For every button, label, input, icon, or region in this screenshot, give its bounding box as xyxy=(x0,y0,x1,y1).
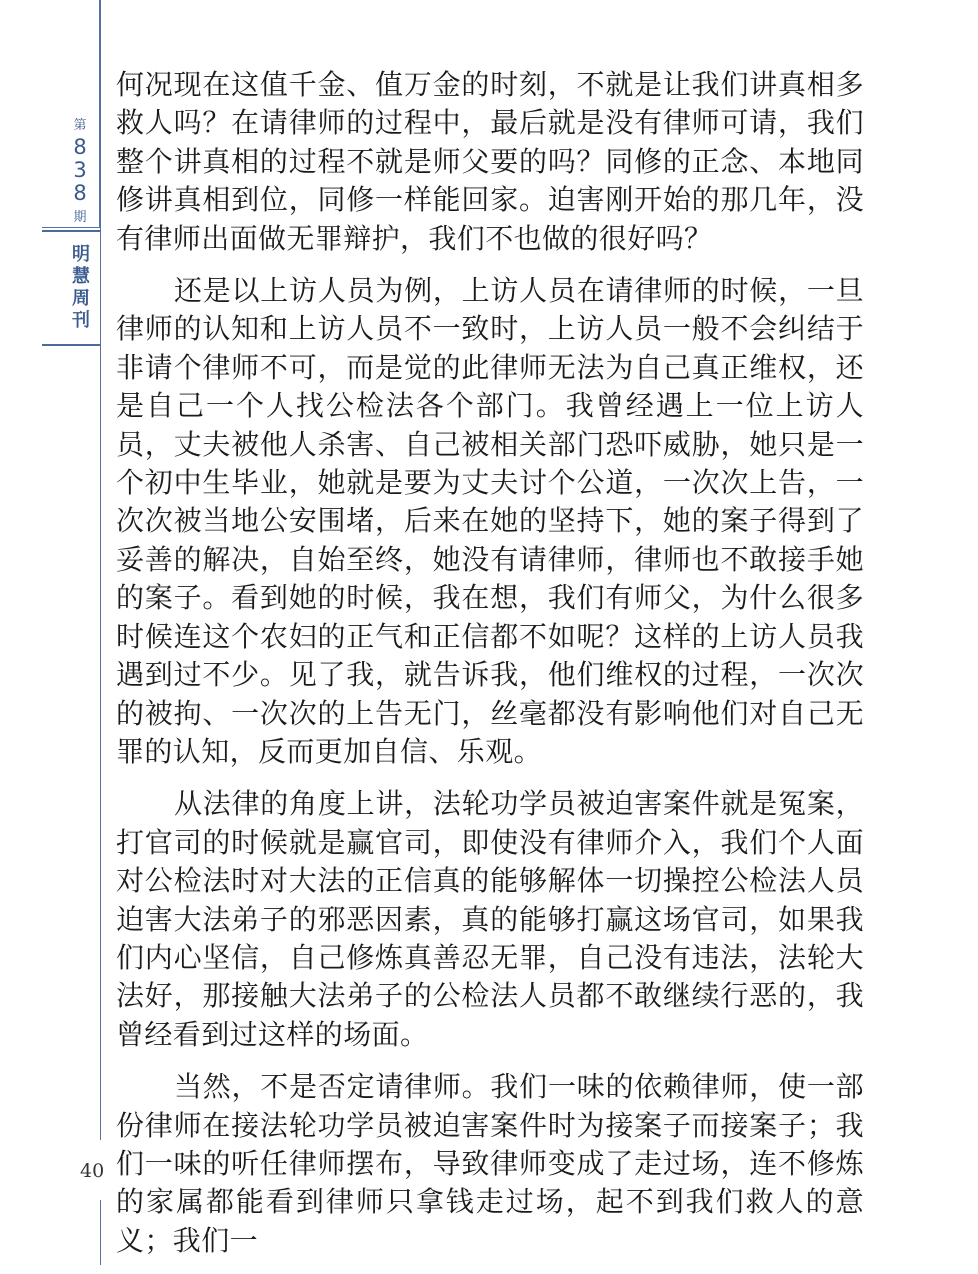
issue-suffix: 期 xyxy=(73,210,87,225)
paragraph: 还是以上访人员为例，上访人员在请律师的时候，一旦律师的认知和上访人员不一致时，上访人员一般不会纠结于非请个律师不可，而是觉的此律师无法为自己真正维权，还是自己一个人找公检法各个部门。我曾经遇上一位上访人员，丈夫被他人杀害、自己被相关部门恐吓威胁，她只是一个初中生毕业，她就是要为丈夫讨个公道，一次次上告，一次次被当地公安围堵，后来在她的坚持下，她的案子得到了妥善的解决，自始至终，她没有请律师，律师也不敢接手她的案子。看到她的时候，我在想，我们有师父，为什么很多时候连这个农妇的正气和正信都不如呢？这样的上访人员我遇到过不少。见了我，就告诉我，他们维权的过程，一次次的被拘、一次次的上告无门，丝毫都没有影响他们对自己无罪的认知，反而更加自信、乐观。 xyxy=(116,274,864,768)
issue-digit: 3 xyxy=(73,158,87,182)
paragraph: 从法律的角度上讲，法轮功学员被迫害案件就是冤案，打官司的时候就是赢官司，即使没有律师介入，我们个人面对公检法时对大法的正信真的能够解体一切操控公检法人员迫害大法弟子的邪恶因素，真的能够打赢这场官司，如果我们内心坚信，自己修炼真善忍无罪，自己没有违法，法轮大法好，那接触大法弟子的公检法人员都不敢继续行恶的，我曾经看到过这样的场面。 xyxy=(116,787,864,1051)
magazine-char: 慧 xyxy=(72,266,90,287)
issue-prefix: 第 xyxy=(73,118,87,133)
magazine-char: 明 xyxy=(72,244,90,265)
magazine-title xyxy=(64,244,98,332)
magazine-char: 刊 xyxy=(72,310,90,331)
paragraph: 何况现在这值千金、值万金的时刻，不就是让我们讲真相多救人吗？在请律师的过程中，最后就是没有律师可请，我们整个讲真相的过程不就是师父要的吗？同修的正念、本地同修讲真相到位，同修一样能回家。迫害刚开始的那几年，没有律师出面做无罪辩护，我们不也做的很好吗？ xyxy=(116,68,864,255)
article-body xyxy=(116,66,864,1274)
page-number: 40 xyxy=(80,1160,105,1182)
margin-divider xyxy=(100,0,101,1265)
issue-digit: 8 xyxy=(73,181,87,205)
magazine-char: 周 xyxy=(72,288,90,309)
issue-digit: 8 xyxy=(73,135,87,159)
issue-number xyxy=(62,136,98,205)
paragraph: 当然，不是否定请律师。我们一味的依赖律师，使一部份律师在接法轮功学员被迫害案件时为接案子而接案子；我们一味的听任律师摆布，导致律师变成了走过场，连不修炼的家属都能看到律师只拿钱走过场，起不到我们救人的意义；我们一 xyxy=(116,1070,864,1257)
